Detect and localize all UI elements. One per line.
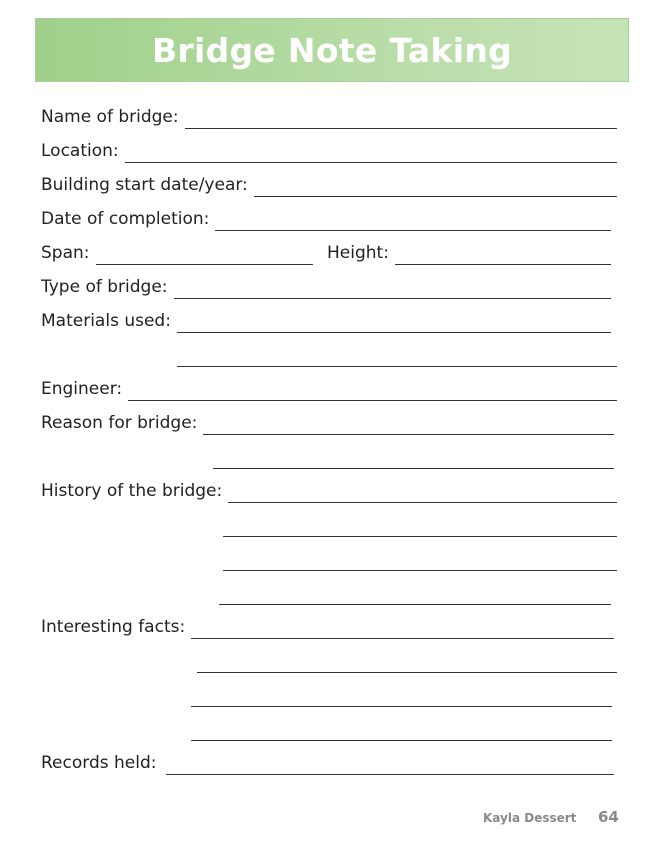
field-row-location: [41, 129, 617, 163]
field-line-facts-2[interactable]: [197, 654, 617, 673]
field-row-records: [41, 741, 617, 775]
field-label-completion: Date of completion:: [41, 209, 210, 229]
field-line-history-2[interactable]: [223, 518, 617, 537]
field-row-facts-cont-3: [41, 707, 617, 741]
field-line-reason[interactable]: [203, 416, 614, 435]
field-label-height: Height:: [327, 243, 389, 263]
field-label-name: Name of bridge:: [41, 107, 179, 127]
field-row-materials: [41, 299, 617, 333]
field-line-height[interactable]: [395, 246, 611, 265]
field-row-span-height: [41, 231, 617, 265]
field-row-facts-cont-1: [41, 639, 617, 673]
field-line-name[interactable]: [185, 110, 617, 129]
field-label-records: Records held:: [41, 753, 157, 773]
field-line-location[interactable]: [125, 144, 617, 163]
field-line-facts[interactable]: [191, 620, 614, 639]
field-line-facts-3[interactable]: [191, 688, 612, 707]
field-line-start-date[interactable]: [254, 178, 617, 197]
page-number: 64: [598, 808, 619, 826]
field-row-history-cont-3: [41, 571, 617, 605]
field-row-name: [41, 95, 617, 129]
page-title: Bridge Note Taking: [151, 30, 513, 70]
field-line-records[interactable]: [166, 756, 614, 775]
field-label-facts: Interesting facts:: [41, 617, 186, 637]
footer-author: Kayla Dessert: [483, 811, 577, 825]
field-row-type: [41, 265, 617, 299]
field-line-type[interactable]: [174, 280, 611, 299]
field-label-engineer: Engineer:: [41, 379, 123, 399]
field-line-history[interactable]: [228, 484, 617, 503]
field-row-materials-cont: [41, 333, 617, 367]
field-row-completion: [41, 197, 617, 231]
field-line-reason-2[interactable]: [213, 450, 614, 469]
field-line-facts-4[interactable]: [191, 722, 612, 741]
field-line-history-4[interactable]: [219, 586, 611, 605]
field-label-span: Span:: [41, 243, 90, 263]
field-label-start-date: Building start date/year:: [41, 175, 248, 195]
field-line-history-3[interactable]: [223, 552, 617, 571]
field-line-span[interactable]: [96, 246, 313, 265]
field-label-type: Type of bridge:: [41, 277, 168, 297]
title-banner: [35, 18, 629, 82]
field-row-facts-cont-2: [41, 673, 617, 707]
field-label-materials: Materials used:: [41, 311, 171, 331]
field-label-history: History of the bridge:: [41, 481, 223, 501]
span-group: [41, 243, 313, 265]
field-line-materials[interactable]: [177, 314, 611, 333]
field-line-materials-2[interactable]: [177, 348, 617, 367]
field-row-reason: [41, 401, 617, 435]
field-row-history-cont-1: [41, 503, 617, 537]
note-taking-form: [41, 95, 617, 775]
field-row-reason-cont: [41, 435, 617, 469]
field-row-history: [41, 469, 617, 503]
field-label-location: Location:: [41, 141, 119, 161]
field-row-engineer: [41, 367, 617, 401]
height-group: [327, 243, 611, 265]
field-label-reason: Reason for bridge:: [41, 413, 198, 433]
field-line-engineer[interactable]: [128, 382, 617, 401]
field-row-history-cont-2: [41, 537, 617, 571]
field-row-start-date: [41, 163, 617, 197]
field-line-completion[interactable]: [215, 212, 611, 231]
field-row-facts: [41, 605, 617, 639]
